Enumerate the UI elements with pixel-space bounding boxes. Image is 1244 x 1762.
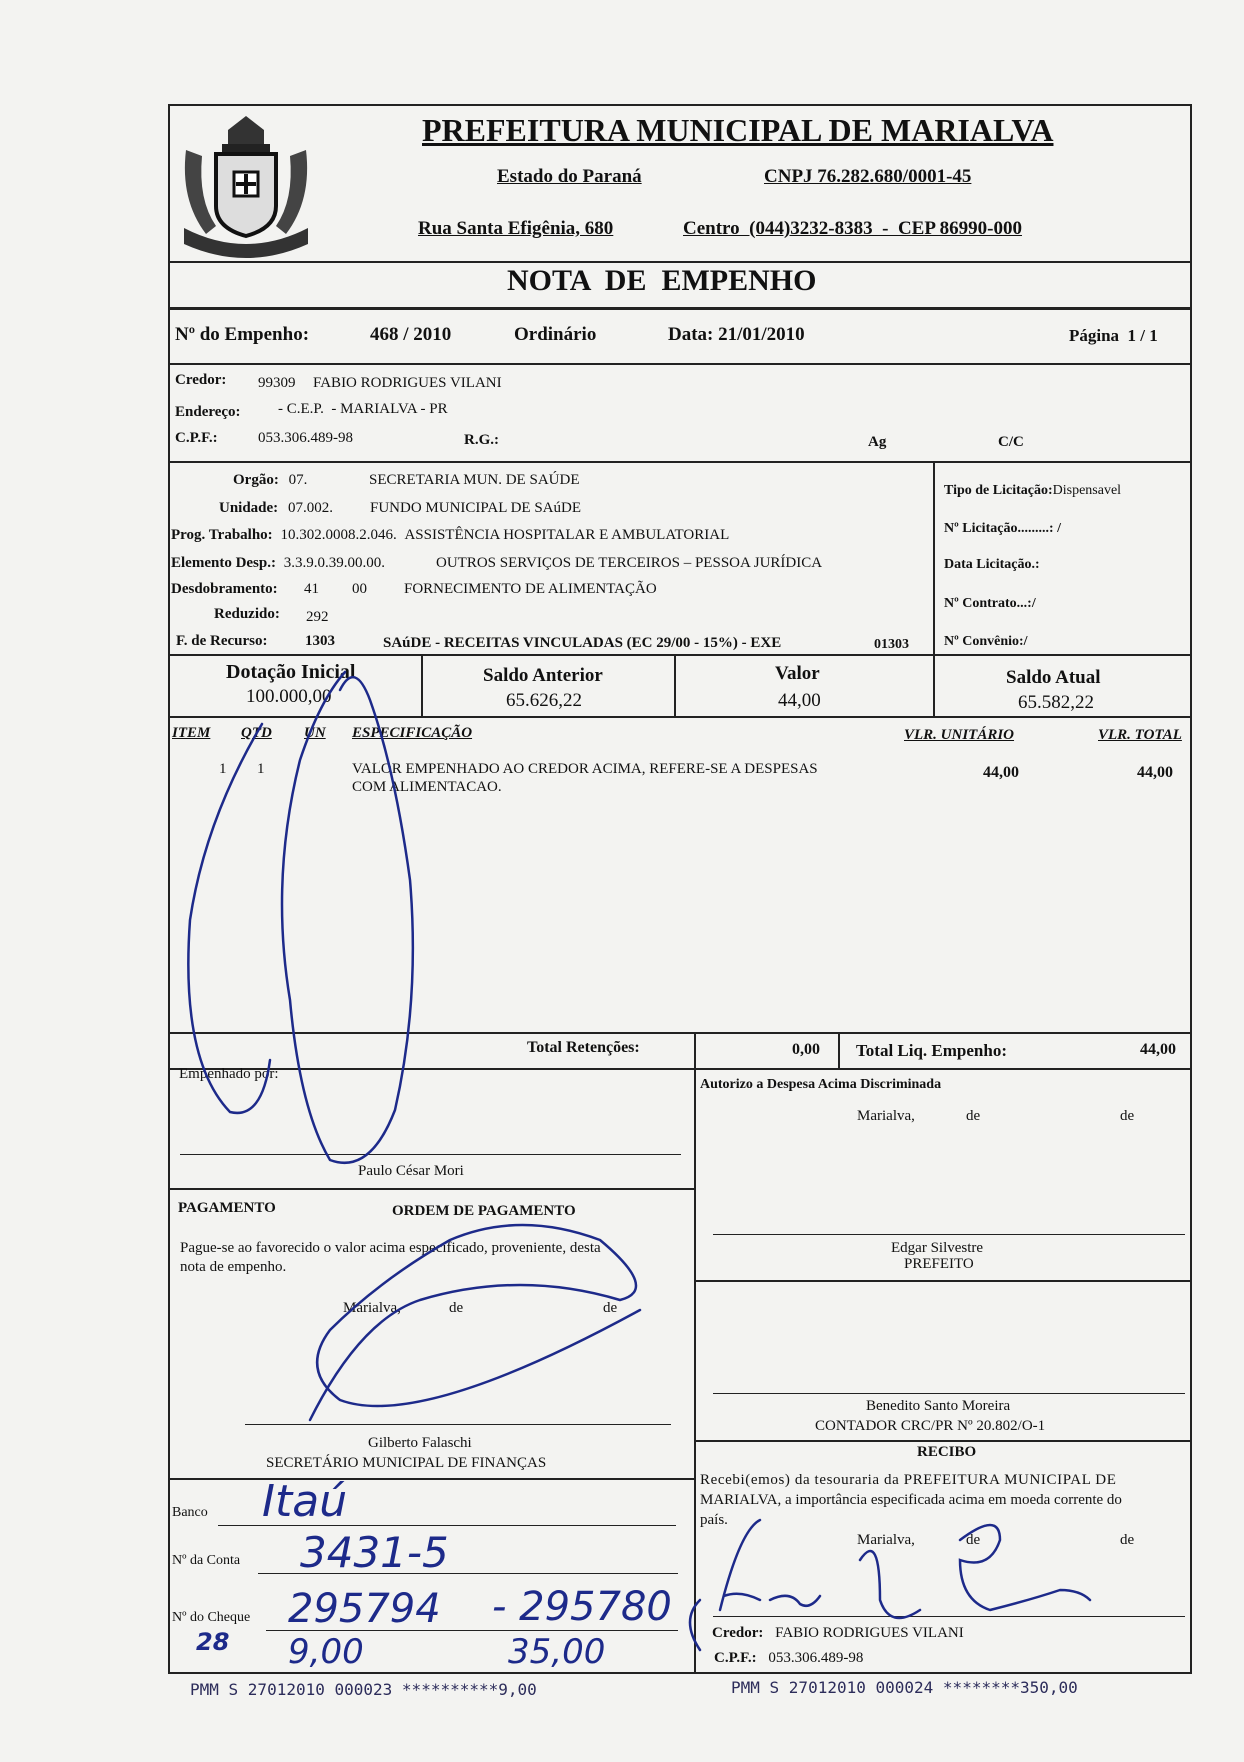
numero-licitacao: Nº Licitação.........: / xyxy=(944,521,1061,536)
orgao-name: SECRETARIA MUN. DE SAÚDE xyxy=(369,472,580,488)
handwritten-cheque-1: 295794 xyxy=(288,1586,441,1632)
empenho-number: 468 / 2010 xyxy=(370,324,452,345)
contador-name: Benedito Santo Moreira xyxy=(866,1398,1011,1414)
empenho-label: Nº do Empenho: xyxy=(175,324,310,345)
unidade-code: 07.002. xyxy=(287,500,333,516)
secretario-name: Gilberto Falaschi xyxy=(368,1435,472,1451)
cc-label: C/C xyxy=(998,434,1024,450)
recibo-text-line3: país. xyxy=(700,1512,728,1528)
col-un-header: UN xyxy=(304,725,326,741)
conta-label: Nº da Conta xyxy=(172,1553,241,1568)
recibo-cpf-label: C.P.F.: xyxy=(714,1650,757,1666)
recurso-label: F. de Recurso: xyxy=(176,633,268,649)
desdobramento-sub: 00 xyxy=(352,581,367,597)
credor-name: FABIO RODRIGUES VILANI xyxy=(313,375,502,391)
numero-contrato: Nº Contrato...:/ xyxy=(944,596,1036,611)
prefeito-role: PREFEITO xyxy=(904,1256,974,1272)
cnpj-label: CNPJ 76.282.680/0001-45 xyxy=(764,166,972,187)
address-rest: Centro (044)3232-8383 - CEP 86990-000 xyxy=(683,218,1022,239)
empenhado-signature-loop xyxy=(282,672,413,1163)
row-total-value: 44,00 xyxy=(1137,764,1173,781)
pague-text-line1: Pague-se ao favorecido o valor acima especificado, proveniente, desta xyxy=(180,1240,601,1256)
dotacao-value: 100.000,00 xyxy=(246,686,332,707)
elemento-name: OUTROS SERVIÇOS DE TERCEIROS – PESSOA JURÍDICA xyxy=(436,555,823,571)
row-item: 1 xyxy=(219,761,227,777)
credor-label: Credor: xyxy=(175,372,227,388)
credor-address: - C.E.P. - MARIALVA - PR xyxy=(278,401,448,417)
ordem-city: Marialva, xyxy=(343,1300,401,1316)
row-spec-line2: COM ALIMENTACAO. xyxy=(352,779,502,795)
data-licitacao: Data Licitação.: xyxy=(944,557,1040,572)
col-unit-header: VLR. UNITÁRIO xyxy=(904,727,1015,743)
recibo-title: RECIBO xyxy=(917,1444,977,1460)
prog-name: ASSISTÊNCIA HOSPITALAR E AMBULATORIAL xyxy=(404,527,730,543)
address-street: Rua Santa Efigênia, 680 xyxy=(418,218,614,239)
total-liquido-value: 44,00 xyxy=(1140,1041,1176,1058)
credor-signature xyxy=(720,1520,1090,1618)
cheque-stamp-left: PMM S 27012010 000023 **********9,00 xyxy=(190,1680,537,1699)
handwritten-conta: 3431-5 xyxy=(300,1528,449,1577)
handwritten-value-1: 9,00 xyxy=(288,1632,364,1672)
col-total-header: VLR. TOTAL xyxy=(1098,727,1182,743)
cheque-bracket xyxy=(690,1600,700,1650)
handwritten-banco: Itaú xyxy=(262,1476,348,1527)
retencoes-label: Total Retenções: xyxy=(527,1039,640,1056)
tipo-licitacao-label: Tipo de Licitação: xyxy=(944,483,1053,498)
recurso-code: 1303 xyxy=(305,633,335,649)
recibo-text-line1: Recebi(emos) da tesouraria da PREFEITURA MUNICIPAL DE xyxy=(700,1472,1117,1488)
desdobramento-code: 41 xyxy=(304,581,319,597)
address-label: Endereço: xyxy=(175,404,241,420)
recibo-text-line2: MARIALVA, a importância especificada acima em moeda corrente do xyxy=(700,1492,1122,1508)
credor-code: 99309 xyxy=(258,375,296,391)
document-title: NOTA DE EMPENHO xyxy=(507,264,817,297)
row-spec-line1: VALOR EMPENHADO AO CREDOR ACIMA, REFERE-SE A DESPESAS xyxy=(352,761,818,777)
desdobramento-name: FORNECIMENTO DE ALIMENTAÇÃO xyxy=(404,581,657,597)
contador-role: CONTADOR CRC/PR Nº 20.802/O-1 xyxy=(815,1418,1046,1434)
row-qtd: 1 xyxy=(257,761,265,777)
empenhado-signature-loop-2 xyxy=(188,724,270,1113)
recibo-cpf-value: 053.306.489-98 xyxy=(768,1650,864,1666)
retencoes-value: 0,00 xyxy=(792,1041,820,1058)
ordem-pagamento-label: ORDEM DE PAGAMENTO xyxy=(392,1203,576,1219)
dotacao-label: Dotação Inicial xyxy=(226,661,356,683)
handwritten-mark: 28 xyxy=(196,1628,230,1656)
saldo-atual-label: Saldo Atual xyxy=(1006,667,1101,688)
unidade-label: Unidade: xyxy=(219,500,279,516)
recurso-number: 01303 xyxy=(874,637,909,652)
reduzido-label: Reduzido: xyxy=(214,606,280,622)
orgao-code: 07. xyxy=(288,472,308,488)
autorizo-label: Autorizo a Despesa Acima Discriminada xyxy=(700,1077,942,1092)
ag-label: Ag xyxy=(868,434,887,450)
saldo-atual-value: 65.582,22 xyxy=(1018,692,1094,713)
recurso-name: SAúDE - RECEITAS VINCULADAS (EC 29/00 - 15%) - EXE xyxy=(383,635,782,651)
credor-cpf: 053.306.489-98 xyxy=(258,430,353,446)
cpf-label: C.P.F.: xyxy=(175,430,218,446)
secretario-role: SECRETÁRIO MUNICIPAL DE FINANÇAS xyxy=(266,1455,547,1471)
valor-value: 44,00 xyxy=(778,690,821,711)
unidade-name: FUNDO MUNICIPAL DE SAúDE xyxy=(370,500,581,516)
handwritten-value-2: 35,00 xyxy=(508,1632,606,1672)
empenhado-signer: Paulo César Mori xyxy=(358,1163,464,1179)
autorizo-de-2: de xyxy=(1120,1108,1135,1124)
secretario-signature xyxy=(310,1225,640,1420)
prefeito-name: Edgar Silvestre xyxy=(891,1240,984,1256)
empenho-type: Ordinário xyxy=(514,324,597,345)
page-number: Página 1 / 1 xyxy=(1069,326,1158,345)
tipo-licitacao-value: Dispensavel xyxy=(1052,483,1122,498)
prog-code: 10.302.0008.2.046. xyxy=(280,527,397,543)
empenho-date: Data: 21/01/2010 xyxy=(668,324,805,345)
ordem-de-2: de xyxy=(603,1300,618,1316)
state-label: Estado do Paraná xyxy=(497,166,642,187)
empenhado-por-label: Empenhado por: xyxy=(179,1066,279,1082)
recibo-city: Marialva, xyxy=(857,1532,915,1548)
saldo-anterior-value: 65.626,22 xyxy=(506,690,582,711)
col-qtd-header: QTD xyxy=(241,725,272,741)
pagamento-label: PAGAMENTO xyxy=(178,1200,276,1216)
reduzido-code: 292 xyxy=(306,609,329,625)
ordem-de-1: de xyxy=(449,1300,464,1316)
desdobramento-label: Desdobramento: xyxy=(171,581,278,597)
row-unit-value: 44,00 xyxy=(983,764,1019,781)
autorizo-city: Marialva, xyxy=(857,1108,915,1124)
elemento-code: 3.3.9.0.39.00.00. xyxy=(283,555,385,571)
handwritten-cheque-2: - 295780 xyxy=(492,1584,672,1630)
cheque-stamp-right: PMM S 27012010 000024 ********350,00 xyxy=(731,1678,1078,1697)
cheque-label: Nº do Cheque xyxy=(172,1610,251,1625)
valor-label: Valor xyxy=(775,663,820,684)
orgao-label: Orgão: xyxy=(233,472,279,488)
saldo-anterior-label: Saldo Anterior xyxy=(483,665,603,686)
col-spec-header: ESPECIFICAÇÃO xyxy=(352,725,473,741)
col-item-header: ITEM xyxy=(172,725,211,741)
prog-label: Prog. Trabalho: xyxy=(171,527,273,543)
recibo-credor-name: FABIO RODRIGUES VILANI xyxy=(775,1625,964,1641)
total-liquido-label: Total Liq. Empenho: xyxy=(856,1041,1007,1060)
rg-label: R.G.: xyxy=(464,432,499,448)
banco-label: Banco xyxy=(172,1505,208,1520)
recibo-de-2: de xyxy=(1120,1532,1135,1548)
recibo-de-1: de xyxy=(966,1532,981,1548)
elemento-label: Elemento Desp.: xyxy=(171,555,276,571)
page-title: PREFEITURA MUNICIPAL DE MARIALVA xyxy=(422,112,1054,148)
pague-text-line2: nota de empenho. xyxy=(180,1259,287,1275)
numero-convenio: Nº Convênio:/ xyxy=(944,634,1028,649)
autorizo-de-1: de xyxy=(966,1108,981,1124)
recibo-credor-label: Credor: xyxy=(712,1625,764,1641)
